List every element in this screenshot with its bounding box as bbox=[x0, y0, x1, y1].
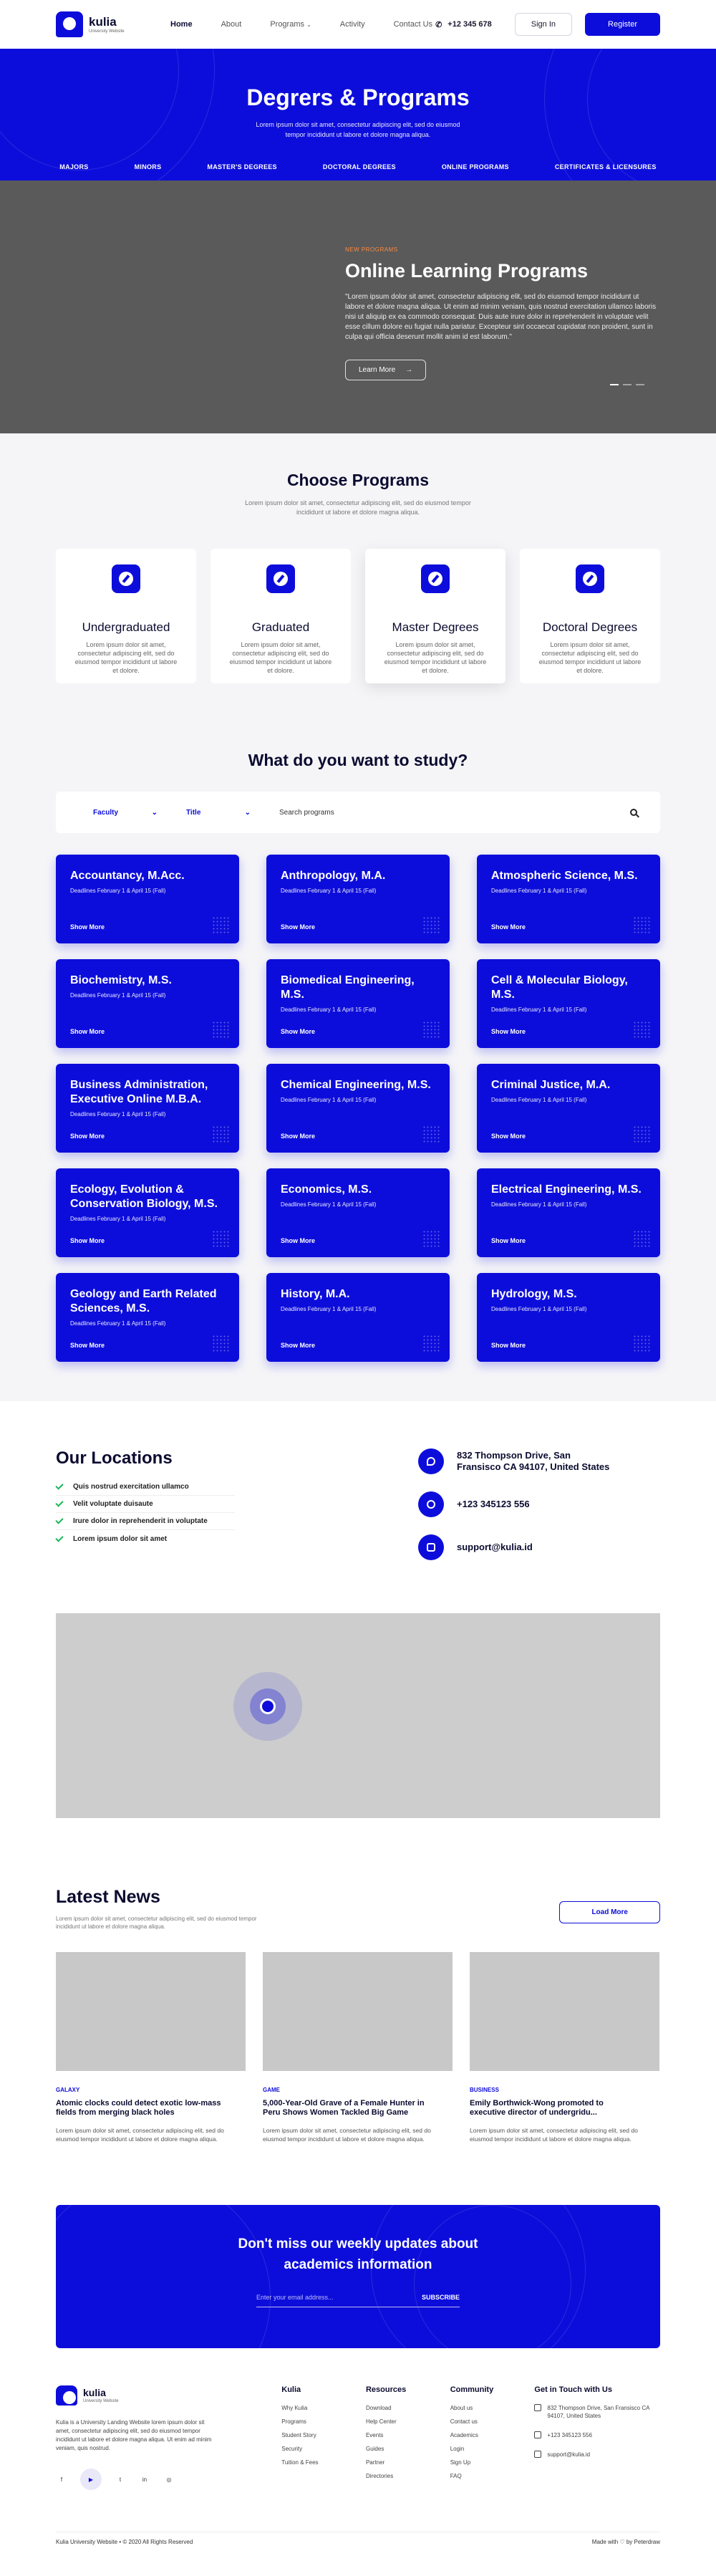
program-level-card[interactable] bbox=[520, 549, 660, 683]
footer-link[interactable]: Tuition & Fees bbox=[281, 2459, 319, 2466]
footer-bottom-bar bbox=[56, 2532, 660, 2552]
facebook-icon[interactable]: f bbox=[60, 2476, 63, 2483]
footer-email[interactable] bbox=[534, 2451, 660, 2459]
logo-subtitle: University Website bbox=[83, 2399, 119, 2403]
program-deadline: Deadlines February 1 & April 15 (Fall) bbox=[491, 1097, 587, 1103]
show-more-link[interactable]: Show More bbox=[70, 1342, 105, 1349]
dot-pattern bbox=[212, 1125, 231, 1144]
program-deadline: Deadlines February 1 & April 15 (Fall) bbox=[281, 1006, 377, 1013]
faculty-select[interactable] bbox=[93, 809, 158, 817]
map-pin[interactable] bbox=[233, 1672, 302, 1741]
show-more-link[interactable]: Show More bbox=[70, 923, 105, 931]
hero-banner bbox=[0, 49, 716, 181]
news-headline[interactable]: 5,000-Year-Old Grave of a Female Hunter in Peru Shows Women Tackled Big Game bbox=[263, 2099, 425, 2117]
program-deadline: Deadlines February 1 & April 15 (Fall) bbox=[491, 1306, 587, 1312]
check-item-text: Velit voluptate duisaute bbox=[73, 1500, 153, 1508]
main-menu bbox=[170, 20, 435, 29]
show-more-link[interactable]: Show More bbox=[491, 1133, 526, 1140]
footer-address bbox=[534, 2404, 660, 2420]
subscribe-button[interactable]: SUBSCRIBE bbox=[421, 2294, 460, 2301]
footer-link[interactable]: Academics bbox=[450, 2432, 478, 2438]
program-title: Accountancy, M.Acc. bbox=[70, 870, 185, 882]
phone-icon bbox=[418, 1491, 444, 1517]
program-category-tabs bbox=[0, 163, 716, 170]
logo-subtitle: University Website bbox=[89, 29, 125, 34]
dot-pattern bbox=[422, 1230, 441, 1249]
tab-masters-degrees[interactable]: MASTER'S DEGREES bbox=[207, 163, 277, 170]
footer-logo[interactable] bbox=[56, 2385, 156, 2406]
footer-link[interactable]: Why Kulia bbox=[281, 2405, 308, 2411]
footer-link[interactable]: Events bbox=[365, 2432, 384, 2438]
search-input[interactable]: Search programs bbox=[279, 808, 334, 817]
program-level-text: Lorem ipsum dolor sit amet, consectetur adipiscing elit, sed do eiusmod tempor incididunt ut labore et dolore. bbox=[229, 641, 332, 674]
footer-col-community bbox=[450, 2385, 535, 2490]
learn-more-button[interactable] bbox=[345, 360, 426, 380]
program-deadline: Deadlines February 1 & April 15 (Fall) bbox=[281, 1201, 377, 1208]
dot-pattern bbox=[422, 1335, 441, 1353]
program-level-cards bbox=[56, 549, 660, 683]
email-text: support@kulia.id bbox=[457, 1542, 533, 1552]
news-category[interactable]: GAME bbox=[263, 2087, 280, 2093]
program-level-card[interactable] bbox=[211, 549, 351, 683]
compass-icon bbox=[112, 564, 140, 593]
footer-link[interactable]: Contact us bbox=[450, 2418, 478, 2425]
dot-pattern bbox=[633, 1230, 652, 1249]
footer-link[interactable]: Security bbox=[281, 2446, 303, 2452]
news-excerpt: Lorem ipsum dolor sit amet, consectetur adipiscing elit, sed do eiusmod tempor incididunt ut labore et dolore magna aliqua. bbox=[56, 2127, 224, 2143]
check-item bbox=[56, 1496, 235, 1513]
program-deadline: Deadlines February 1 & April 15 (Fall) bbox=[70, 1111, 166, 1118]
program-level-text: Lorem ipsum dolor sit amet, consectetur adipiscing elit, sed do eiusmod tempor incididunt ut labore et dolore. bbox=[538, 641, 642, 674]
program-title: Chemical Engineering, M.S. bbox=[281, 1079, 431, 1091]
signin-button[interactable]: Sign In bbox=[515, 13, 572, 36]
footer-email-text: support@kulia.id bbox=[547, 2451, 591, 2458]
program-card[interactable] bbox=[56, 959, 239, 1048]
program-deadline: Deadlines February 1 & April 15 (Fall) bbox=[70, 992, 166, 999]
dot-pattern bbox=[422, 1021, 441, 1039]
program-deadline: Deadlines February 1 & April 15 (Fall) bbox=[70, 1320, 166, 1327]
footer-link[interactable]: Sign Up bbox=[450, 2459, 471, 2466]
news-excerpt: Lorem ipsum dolor sit amet, consectetur adipiscing elit, sed do eiusmod tempor incididunt ut labore et dolore magna aliqua. bbox=[470, 2127, 638, 2143]
program-card[interactable] bbox=[266, 855, 450, 943]
mail-icon bbox=[418, 1534, 444, 1560]
program-title: Anthropology, M.A. bbox=[281, 870, 386, 882]
dot-pattern bbox=[633, 1335, 652, 1353]
program-card[interactable] bbox=[266, 1273, 450, 1362]
show-more-link[interactable]: Show More bbox=[281, 923, 316, 931]
nav-activity[interactable]: Activity bbox=[339, 20, 365, 29]
program-title: Criminal Justice, M.A. bbox=[491, 1079, 611, 1091]
program-card[interactable] bbox=[477, 1273, 660, 1362]
news-headline[interactable]: Emily Borthwick-Wong promoted to executive director of undergridu... bbox=[470, 2099, 604, 2117]
phone-text: +123 345123 556 bbox=[457, 1499, 530, 1509]
check-icon bbox=[55, 1499, 63, 1506]
program-level-title: Undergraduated bbox=[82, 620, 170, 634]
program-level-title: Master Degrees bbox=[392, 620, 479, 634]
footer-link[interactable]: Programs bbox=[281, 2418, 306, 2425]
program-level-title: Graduated bbox=[251, 620, 310, 634]
subscribe-title: Don't miss our weekly updates about academics information bbox=[238, 2236, 478, 2272]
footer bbox=[56, 2385, 660, 2490]
faculty-select-label: Faculty bbox=[93, 808, 119, 817]
title-select-label: Title bbox=[186, 808, 201, 817]
program-card[interactable] bbox=[477, 1064, 660, 1153]
tab-majors[interactable]: MAJORS bbox=[59, 163, 89, 170]
program-deadline: Deadlines February 1 & April 15 (Fall) bbox=[281, 1306, 377, 1312]
dot-pattern bbox=[422, 916, 441, 935]
address-text: 832 Thompson Drive, San Fransisco CA 94107, United States bbox=[457, 1450, 610, 1472]
social-links bbox=[56, 2469, 281, 2490]
program-card[interactable] bbox=[266, 1168, 450, 1257]
nav-about[interactable]: About bbox=[221, 20, 242, 29]
register-button[interactable]: Register bbox=[585, 13, 660, 36]
program-title: Ecology, Evolution & Conservation Biology, M.S. bbox=[70, 1183, 218, 1210]
check-item-text: Lorem ipsum dolor sit amet bbox=[73, 1534, 168, 1543]
footer-about: Kulia is a University Landing Website lorem ipsum dolor sit amet, consectetur adipiscing elit, sed do eiusmod tempor incididunt ut labore et dolore magna aliqua. Ut enim ad minim veniam, quis nostrud. bbox=[56, 2419, 212, 2451]
footer-link[interactable]: Download bbox=[365, 2405, 392, 2411]
program-card[interactable] bbox=[477, 959, 660, 1048]
dot-pattern bbox=[633, 1021, 652, 1039]
program-search-bar bbox=[56, 792, 660, 833]
slider-dots bbox=[610, 384, 644, 385]
footer-link[interactable]: About us bbox=[450, 2405, 473, 2411]
choose-programs-title: Choose Programs bbox=[286, 471, 430, 489]
program-level-card[interactable] bbox=[56, 549, 196, 683]
news-category[interactable]: GALAXY bbox=[56, 2087, 80, 2093]
chevron-down-icon: ⌄ bbox=[244, 808, 251, 817]
footer-link[interactable]: Guides bbox=[365, 2446, 384, 2452]
footer-link[interactable]: Directories bbox=[365, 2473, 394, 2479]
program-deadline: Deadlines February 1 & April 15 (Fall) bbox=[70, 1216, 166, 1222]
contact-email[interactable] bbox=[418, 1534, 660, 1560]
slider-dot[interactable] bbox=[623, 384, 632, 385]
load-more-button[interactable]: Load More bbox=[559, 1901, 660, 1923]
program-title: Atmospheric Science, M.S. bbox=[491, 870, 638, 882]
check-item-text: Irure dolor in reprehenderit in voluptate bbox=[73, 1517, 208, 1525]
logo-name: kulia bbox=[83, 2387, 106, 2398]
program-card[interactable] bbox=[477, 1168, 660, 1257]
news-headline[interactable]: Atomic clocks could detect exotic low-mass fields from merging black holes bbox=[56, 2099, 221, 2117]
locations-checklist bbox=[56, 1448, 235, 1577]
contact-info bbox=[418, 1448, 660, 1577]
check-item bbox=[56, 1530, 235, 1547]
show-more-link[interactable]: Show More bbox=[70, 1237, 105, 1244]
program-card[interactable] bbox=[477, 855, 660, 943]
check-icon bbox=[55, 1481, 63, 1489]
show-more-link[interactable]: Show More bbox=[70, 1133, 105, 1140]
logo-name: kulia bbox=[89, 14, 117, 29]
program-level-title: Doctoral Degrees bbox=[542, 620, 638, 634]
search-icon[interactable] bbox=[630, 809, 637, 816]
program-level-card[interactable] bbox=[365, 549, 505, 683]
feature-content bbox=[345, 246, 660, 380]
news-subtitle: Lorem ipsum dolor sit amet, consectetur adipiscing elit, sed do eiusmod tempor incididunt ut labore et dolore magna aliqua. bbox=[56, 1916, 257, 1930]
chevron-down-icon: ⌄ bbox=[151, 808, 158, 817]
footer-col-resources bbox=[366, 2385, 450, 2490]
show-more-link[interactable]: Show More bbox=[491, 1028, 526, 1035]
program-level-text: Lorem ipsum dolor sit amet, consectetur adipiscing elit, sed do eiusmod tempor incididunt ut labore et dolore. bbox=[74, 641, 178, 674]
compass-icon bbox=[266, 564, 295, 593]
footer-phone-text: +123 345123 556 bbox=[547, 2432, 592, 2438]
check-item bbox=[56, 1479, 235, 1496]
feature-title: Online Learning Programs bbox=[345, 260, 589, 282]
location-pin-icon bbox=[418, 1448, 444, 1474]
footer-col-kulia bbox=[281, 2385, 366, 2490]
footer-col-title: Kulia bbox=[281, 2385, 301, 2394]
program-deadline: Deadlines February 1 & April 15 (Fall) bbox=[491, 1201, 587, 1208]
news-card[interactable] bbox=[56, 1952, 246, 2143]
news-image[interactable] bbox=[470, 1952, 659, 2071]
program-deadline: Deadlines February 1 & April 15 (Fall) bbox=[491, 888, 587, 894]
news-excerpt: Lorem ipsum dolor sit amet, consectetur adipiscing elit, sed do eiusmod tempor incididunt ut labore et dolore magna aliqua. bbox=[263, 2127, 431, 2143]
subscribe-banner bbox=[56, 2205, 660, 2348]
show-more-link[interactable]: Show More bbox=[491, 1342, 526, 1349]
program-card[interactable] bbox=[266, 1064, 450, 1153]
nav-contact[interactable]: Contact Us bbox=[393, 20, 433, 29]
logo[interactable] bbox=[56, 11, 156, 37]
nav-home[interactable]: Home bbox=[170, 20, 193, 29]
dot-pattern bbox=[212, 1335, 231, 1353]
tab-certificates[interactable]: CERTIFICATES & LICENSURES bbox=[554, 163, 657, 170]
program-title: Biochemistry, M.S. bbox=[70, 974, 172, 986]
compass-icon bbox=[421, 564, 450, 593]
footer-link[interactable]: Student Story bbox=[281, 2432, 316, 2438]
nav-programs-label: Programs bbox=[270, 20, 304, 29]
check-item-text: Quis nostrud exercitation ullamco bbox=[73, 1483, 189, 1491]
program-deadline: Deadlines February 1 & April 15 (Fall) bbox=[491, 1006, 587, 1013]
arrow-right-icon: → bbox=[405, 366, 413, 374]
news-grid bbox=[56, 1952, 660, 2143]
study-title: What do you want to study? bbox=[248, 751, 468, 769]
news-card[interactable] bbox=[470, 1952, 659, 2143]
nav-phone-number: +12 345 678 bbox=[448, 20, 492, 29]
slider-dot[interactable] bbox=[636, 384, 644, 385]
program-card[interactable] bbox=[56, 1273, 239, 1362]
dot-pattern bbox=[212, 1230, 231, 1249]
program-card[interactable] bbox=[56, 855, 239, 943]
news-title: Latest News bbox=[56, 1887, 160, 1907]
dot-pattern bbox=[633, 916, 652, 935]
program-title: Hydrology, M.S. bbox=[491, 1288, 577, 1300]
footer-brand bbox=[56, 2385, 281, 2490]
program-title: Geology and Earth Related Sciences, M.S. bbox=[70, 1288, 217, 1315]
slider-dot[interactable] bbox=[610, 384, 619, 385]
logo-icon bbox=[56, 11, 83, 37]
programs-section bbox=[0, 433, 716, 1401]
made-with: Made with ♡ by Peterdraw bbox=[591, 2539, 660, 2545]
program-title: Electrical Engineering, M.S. bbox=[491, 1183, 642, 1196]
footer-link[interactable]: FAQ bbox=[450, 2473, 462, 2479]
logo-icon bbox=[56, 2385, 77, 2406]
dot-pattern bbox=[633, 1125, 652, 1144]
show-more-link[interactable]: Show More bbox=[281, 1237, 316, 1244]
program-title: History, M.A. bbox=[281, 1288, 350, 1300]
check-icon bbox=[55, 1516, 63, 1524]
show-more-link[interactable]: Show More bbox=[281, 1342, 316, 1349]
program-deadline: Deadlines February 1 & April 15 (Fall) bbox=[70, 888, 166, 894]
contact-phone[interactable] bbox=[418, 1491, 660, 1517]
footer-link[interactable]: Partner bbox=[365, 2459, 385, 2466]
hero-title: Degrers & Programs bbox=[246, 85, 470, 110]
learn-more-label: Learn More bbox=[359, 366, 396, 374]
linkedin-icon[interactable]: in bbox=[142, 2476, 147, 2483]
youtube-icon[interactable]: ▶ bbox=[80, 2469, 102, 2490]
footer-contact bbox=[534, 2385, 660, 2490]
choose-programs-subtitle: Lorem ipsum dolor sit amet, consectetur adipiscing elit, sed do eiusmod tempor incididunt ut labore et dolore magna aliqua. bbox=[245, 499, 471, 516]
program-card[interactable] bbox=[56, 1064, 239, 1153]
news-section bbox=[0, 1818, 716, 2552]
contact-address bbox=[418, 1448, 660, 1474]
program-level-text: Lorem ipsum dolor sit amet, consectetur adipiscing elit, sed do eiusmod tempor incididunt ut labore et dolore. bbox=[384, 641, 487, 674]
chevron-down-icon: ⌄ bbox=[306, 21, 311, 28]
program-deadline: Deadlines February 1 & April 15 (Fall) bbox=[281, 888, 377, 894]
location-map[interactable] bbox=[56, 1613, 660, 1818]
email-input[interactable]: Enter your email address... bbox=[256, 2294, 334, 2301]
copyright: Kulia University Website • © 2020 All Rights Reserved bbox=[56, 2539, 193, 2545]
news-image[interactable] bbox=[263, 1952, 453, 2071]
feature-tag: NEW PROGRAMS bbox=[345, 246, 398, 253]
footer-col-title: Community bbox=[450, 2385, 494, 2394]
nav-programs[interactable] bbox=[270, 20, 311, 29]
tab-doctoral-degrees[interactable]: DOCTORAL DEGREES bbox=[322, 163, 396, 170]
mail-icon bbox=[534, 2451, 541, 2458]
footer-link[interactable]: Login bbox=[450, 2446, 465, 2452]
dot-pattern bbox=[212, 1021, 231, 1039]
dot-pattern bbox=[212, 916, 231, 935]
title-select[interactable] bbox=[186, 809, 251, 817]
news-category[interactable]: BUSINESS bbox=[470, 2087, 499, 2093]
footer-contact-title: Get in Touch with Us bbox=[534, 2385, 612, 2394]
subscribe-decoration bbox=[56, 2205, 271, 2348]
top-navbar bbox=[0, 0, 716, 49]
dot-pattern bbox=[422, 1125, 441, 1144]
footer-address-text: 832 Thompson Drive, San Fransisco CA 94107, United States bbox=[547, 2405, 649, 2419]
news-card[interactable] bbox=[263, 1952, 453, 2143]
locations-section bbox=[0, 1401, 716, 1818]
program-grid bbox=[56, 855, 660, 1362]
hero-subtitle: Lorem ipsum dolor sit amet, consectetur adipiscing elit, sed do eiusmod tempor incididunt ut labore et dolore magna aliqua. bbox=[256, 121, 460, 138]
check-icon bbox=[55, 1534, 63, 1542]
program-card[interactable] bbox=[266, 959, 450, 1048]
program-title: Business Administration, Executive Online M.B.A. bbox=[70, 1079, 208, 1105]
show-more-link[interactable]: Show More bbox=[491, 1237, 526, 1244]
location-pin-icon bbox=[534, 2404, 541, 2411]
program-title: Cell & Molecular Biology, M.S. bbox=[491, 974, 628, 1001]
instagram-icon[interactable]: ◎ bbox=[166, 2476, 172, 2483]
feature-slider bbox=[0, 181, 716, 433]
compass-icon bbox=[576, 564, 604, 593]
news-image[interactable] bbox=[56, 1952, 246, 2071]
show-more-link[interactable]: Show More bbox=[491, 923, 526, 931]
phone-icon: ✆ bbox=[435, 20, 442, 29]
footer-phone[interactable] bbox=[534, 2431, 660, 2439]
show-more-link[interactable]: Show More bbox=[281, 1028, 316, 1035]
program-title: Biomedical Engineering, M.S. bbox=[281, 974, 415, 1001]
check-item bbox=[56, 1513, 235, 1530]
twitter-icon[interactable]: t bbox=[119, 2476, 122, 2483]
feature-text: "Lorem ipsum dolor sit amet, consectetur adipiscing elit, sed do eiusmod tempor incididunt ut labore et dolore magna aliqua. Ut enim ad minim veniam, quis nostrud exercitation ullamco laboris nisi ut aliquip ex ea commodo consequat. Duis aute irure dolor in reprehenderit in voluptate velit esse cillum dolore eu fugiat nulla pariatur. Excepteur sint occaecat cupidatat non proident, sunt in culpa qui officia deserunt mollit anim id est laborum." bbox=[345, 293, 657, 341]
footer-link[interactable]: Help Center bbox=[365, 2418, 397, 2425]
footer-col-title: Resources bbox=[365, 2385, 407, 2394]
program-deadline: Deadlines February 1 & April 15 (Fall) bbox=[281, 1097, 377, 1103]
tab-minors[interactable]: MINORS bbox=[134, 163, 162, 170]
phone-icon bbox=[534, 2431, 541, 2438]
show-more-link[interactable]: Show More bbox=[281, 1133, 316, 1140]
show-more-link[interactable]: Show More bbox=[70, 1028, 105, 1035]
program-card[interactable] bbox=[56, 1168, 239, 1257]
locations-title: Our Locations bbox=[56, 1448, 173, 1468]
tab-online-programs[interactable]: ONLINE PROGRAMS bbox=[441, 163, 509, 170]
program-title: Economics, M.S. bbox=[281, 1183, 372, 1196]
nav-phone[interactable] bbox=[435, 20, 492, 29]
